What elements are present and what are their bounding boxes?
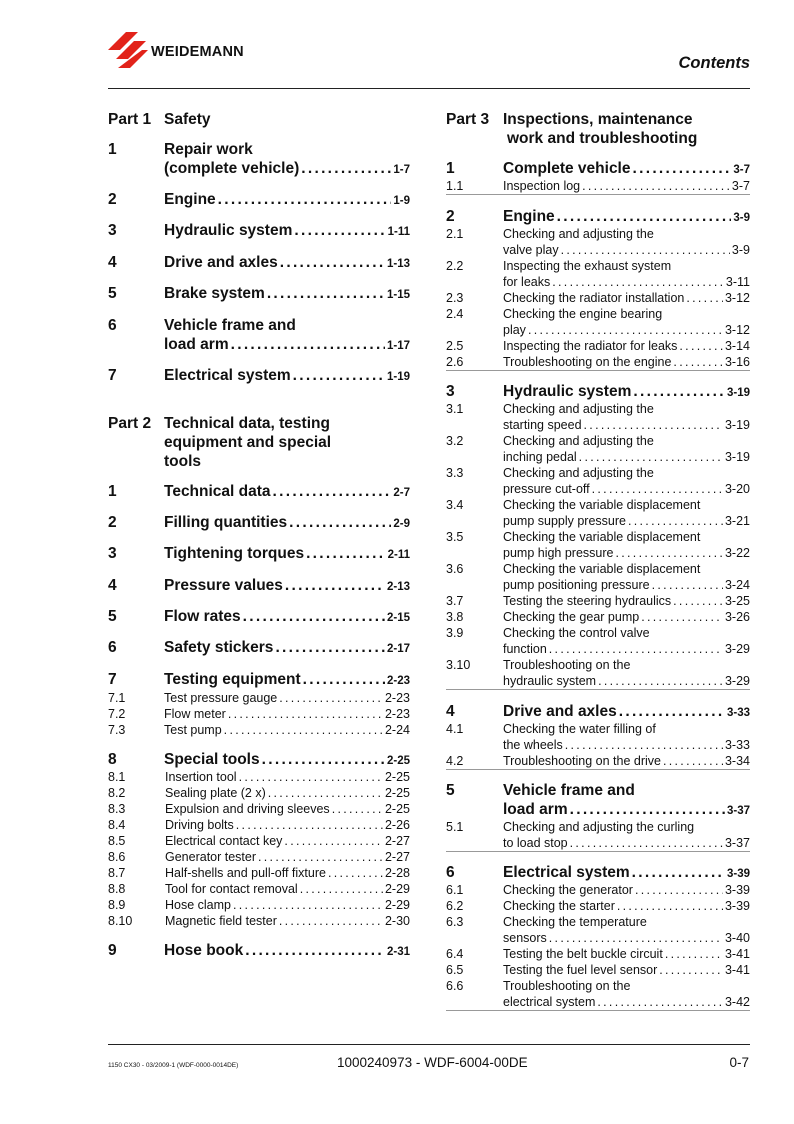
footer-doc-code: 1150 CX30 - 03/2009-1 (WDF-0000-0014DE) <box>108 1062 239 1069</box>
section-separator <box>446 689 750 690</box>
page-title: Contents <box>678 54 750 72</box>
toc-entry[interactable]: 1 Repair work (complete vehicle) ..... 1-7 <box>108 141 410 179</box>
page-number: 0-7 <box>729 1055 749 1070</box>
section-separator <box>446 194 750 195</box>
weidemann-logo-icon <box>108 32 148 68</box>
section-separator <box>446 769 750 770</box>
brand-name: WEIDEMANN <box>151 44 244 60</box>
section-separator <box>446 370 750 371</box>
section-separator <box>446 851 750 852</box>
toc-entry[interactable]: 6 Vehicle frame and load arm ..... 1-17 <box>108 317 410 355</box>
footer-doc-number: 1000240973 - WDF-6004-00DE <box>337 1055 528 1070</box>
section-separator <box>446 1010 750 1011</box>
header-divider <box>108 88 750 89</box>
footer-divider <box>108 1044 750 1045</box>
